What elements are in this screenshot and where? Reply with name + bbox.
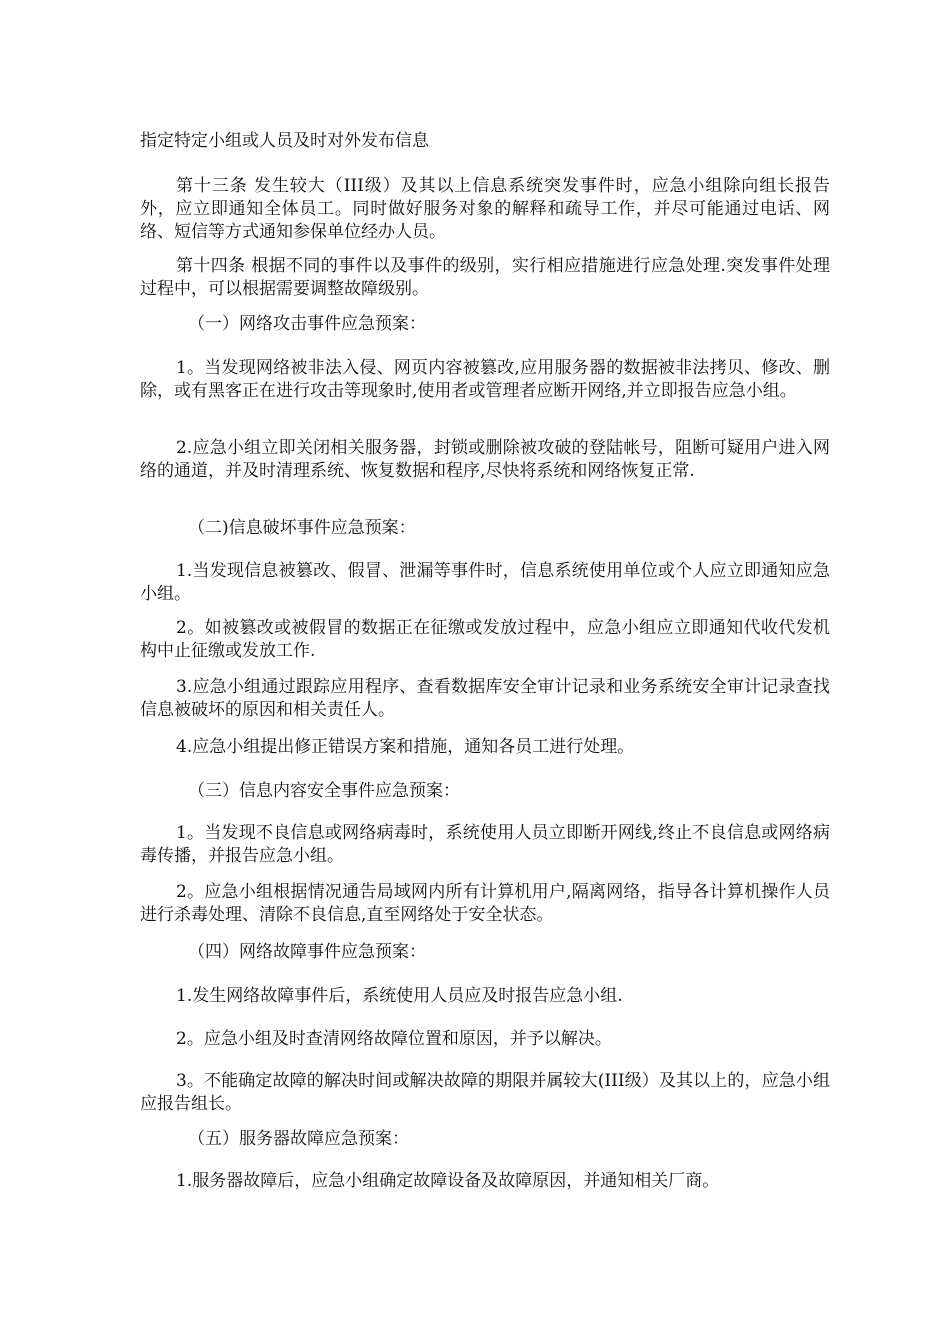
paragraph-article-13: 第十三条 发生较大（III级）及其以上信息系统突发事件时，应急小组除向组长报告外，应立即通知全体员工。同时做好服务对象的解释和疏导工作，并尽可能通过电话、网络、短信等方式通知参保单位经办人员。 <box>140 176 830 242</box>
section-heading-4: （四）网络故障事件应急预案： <box>188 942 426 962</box>
paragraph-3-2: 2。应急小组根据情况通告局域网内所有计算机用户,隔离网络，指导各计算机操作人员进行杀毒处理、清除不良信息,直至网络处于安全状态。 <box>140 882 830 925</box>
paragraph-2-1: 1.当发现信息被篡改、假冒、泄漏等事件时，信息系统使用单位或个人应立即通知应急小组。 <box>140 561 830 604</box>
paragraph-2-2: 2。如被篡改或被假冒的数据正在征缴或发放过程中，应急小组应立即通知代收代发机构中止征缴或发放工作. <box>140 618 830 661</box>
section-heading-2: （二)信息破坏事件应急预案： <box>188 518 416 538</box>
paragraph-1-2: 2.应急小组立即关闭相关服务器，封锁或删除被攻破的登陆帐号，阻断可疑用户进入网络的通道，并及时清理系统、恢复数据和程序,尽快将系统和网络恢复正常. <box>140 438 830 481</box>
paragraph-4-2: 2。应急小组及时查清网络故障位置和原因，并予以解决。 <box>176 1029 612 1049</box>
section-heading-5: （五）服务器故障应急预案： <box>188 1129 409 1149</box>
paragraph-2-4: 4.应急小组提出修正错误方案和措施，通知各员工进行处理。 <box>176 737 635 757</box>
paragraph-4-3: 3。不能确定故障的解决时间或解决故障的期限并属较大(III级）及其以上的，应急小组应报告组长。 <box>140 1071 830 1114</box>
section-heading-3: （三）信息内容安全事件应急预案： <box>188 781 460 801</box>
section-heading-1: （一）网络攻击事件应急预案： <box>188 314 426 334</box>
paragraph-article-14: 第十四条 根据不同的事件以及事件的级别，实行相应措施进行应急处理.突发事件处理过程中，可以根据需要调整故障级别。 <box>140 256 830 299</box>
paragraph-continuation: 指定特定小组或人员及时对外发布信息 <box>140 131 429 151</box>
paragraph-4-1: 1.发生网络故障事件后，系统使用人员应及时报告应急小组. <box>176 986 623 1006</box>
paragraph-3-1: 1。当发现不良信息或网络病毒时，系统使用人员立即断开网线,终止不良信息或网络病毒传播，并报告应急小组。 <box>140 823 830 866</box>
paragraph-1-1: 1。当发现网络被非法入侵、网页内容被篡改,应用服务器的数据被非法拷贝、修改、删除，或有黑客正在进行攻击等现象时,使用者或管理者应断开网络,并立即报告应急小组。 <box>140 358 830 401</box>
paragraph-2-3: 3.应急小组通过跟踪应用程序、查看数据库安全审计记录和业务系统安全审计记录查找信息被破坏的原因和相关责任人。 <box>140 677 830 720</box>
paragraph-5-1: 1.服务器故障后，应急小组确定故障设备及故障原因，并通知相关厂商。 <box>176 1171 720 1191</box>
